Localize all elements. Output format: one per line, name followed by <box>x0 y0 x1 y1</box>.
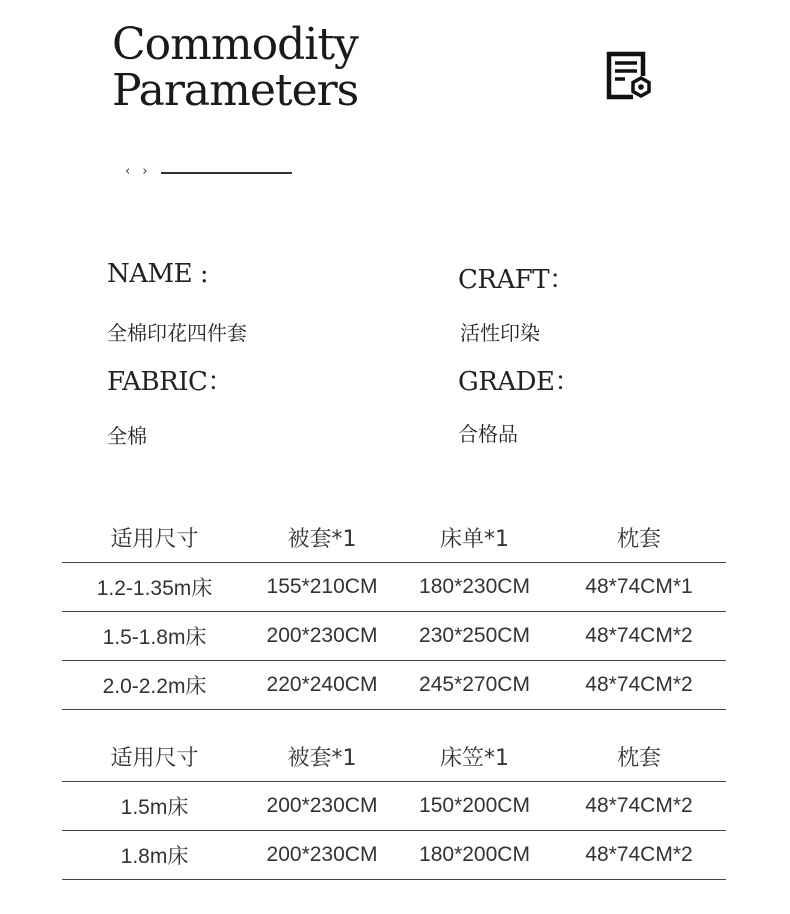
decorative-line <box>161 172 292 174</box>
table-cell: 200*230CM <box>247 782 397 831</box>
table-cell: 1.2-1.35m床 <box>62 563 247 612</box>
header-duvet-cover: 被套*1 <box>247 512 397 563</box>
header-fitted-sheet: 床笠*1 <box>397 731 552 782</box>
header-pillowcase: 枕套 <box>552 731 726 782</box>
title-line-2: Parameters <box>112 65 359 116</box>
table-row <box>62 563 726 612</box>
page-title <box>112 19 359 116</box>
table-cell: 48*74CM*2 <box>552 831 726 880</box>
table-cell: 150*200CM <box>397 782 552 831</box>
table-row <box>62 782 726 831</box>
table-cell: 245*270CM <box>397 661 552 710</box>
table-cell: 1.8m床 <box>62 831 247 880</box>
header-size: 适用尺寸 <box>62 731 247 782</box>
header-size: 适用尺寸 <box>62 512 247 563</box>
header-pillowcase: 枕套 <box>552 512 726 563</box>
table-cell: 48*74CM*2 <box>552 612 726 661</box>
name-label: NAME : <box>107 259 209 289</box>
fabric-label: FABRIC： <box>107 367 233 397</box>
document-settings-icon <box>603 50 653 102</box>
title-line-1: Commodity <box>112 19 358 70</box>
nav-arrows[interactable]: ‹ › <box>125 164 152 179</box>
table-cell: 1.5m床 <box>62 782 247 831</box>
table-cell: 155*210CM <box>247 563 397 612</box>
table-cell: 48*74CM*2 <box>552 782 726 831</box>
fabric-value: 全棉 <box>107 424 147 448</box>
table-row <box>62 612 726 661</box>
table-row <box>62 831 726 880</box>
table-cell: 220*240CM <box>247 661 397 710</box>
header-duvet-cover: 被套*1 <box>247 731 397 782</box>
grade-value: 合格品 <box>458 422 518 446</box>
table-row <box>62 661 726 710</box>
name-value: 全棉印花四件套 <box>107 321 247 345</box>
table-cell: 180*230CM <box>397 563 552 612</box>
table-cell: 200*230CM <box>247 612 397 661</box>
table-cell: 48*74CM*1 <box>552 563 726 612</box>
table-cell: 1.5-1.8m床 <box>62 612 247 661</box>
size-table-1 <box>62 512 726 710</box>
grade-label: GRADE： <box>458 367 580 397</box>
table-cell: 180*200CM <box>397 831 552 880</box>
size-table-2 <box>62 731 726 880</box>
table-header-row <box>62 731 726 782</box>
craft-value: 活性印染 <box>460 321 540 345</box>
table-cell: 2.0-2.2m床 <box>62 661 247 710</box>
craft-label: CRAFT： <box>458 265 575 295</box>
table-cell: 200*230CM <box>247 831 397 880</box>
table-header-row <box>62 512 726 563</box>
header-bed-sheet: 床单*1 <box>397 512 552 563</box>
table-cell: 48*74CM*2 <box>552 661 726 710</box>
table-cell: 230*250CM <box>397 612 552 661</box>
